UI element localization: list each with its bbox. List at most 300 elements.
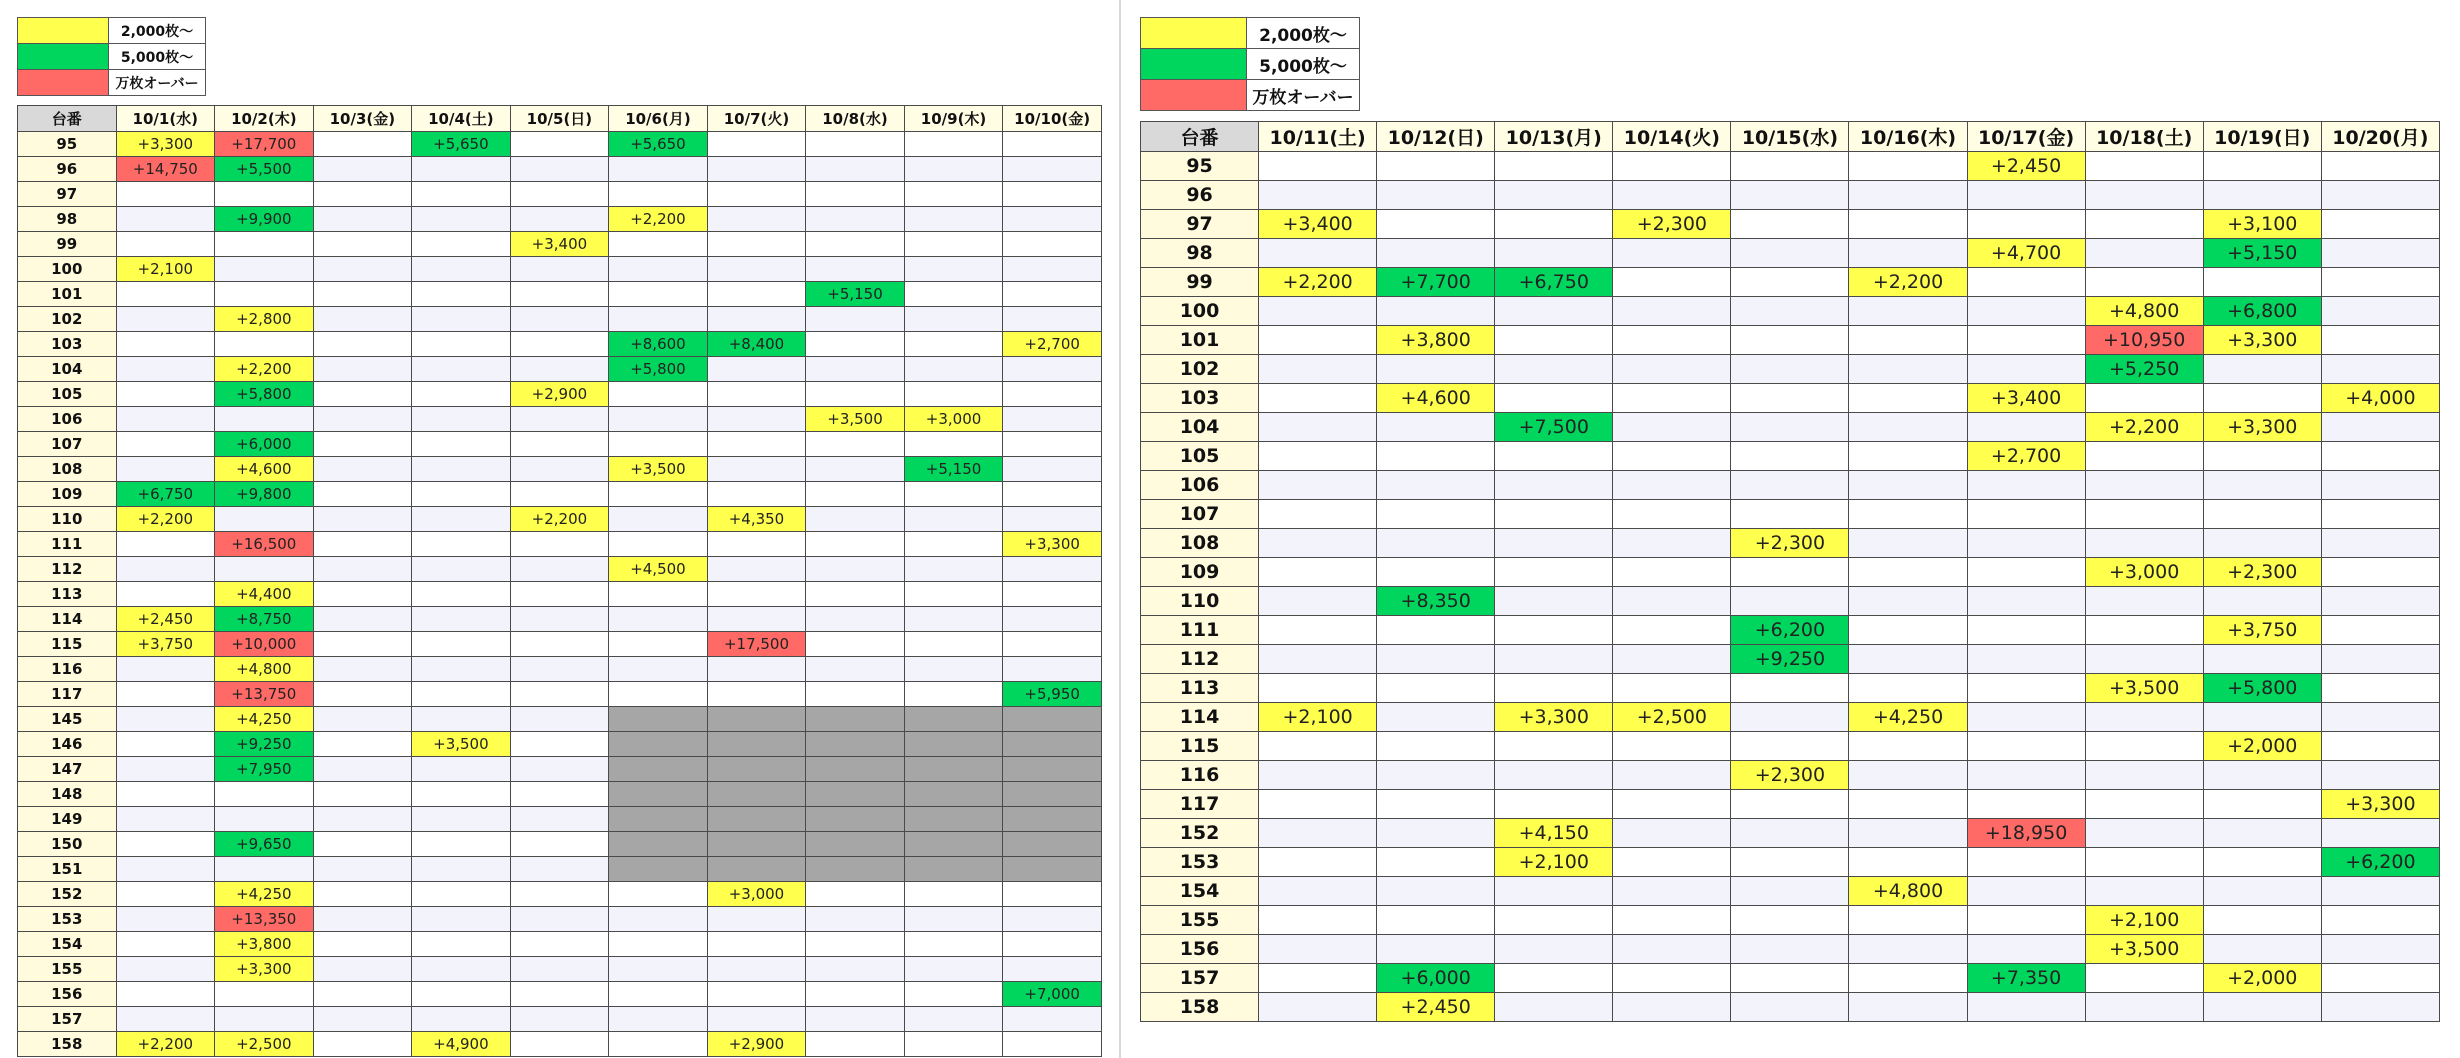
result-cell — [2321, 471, 2439, 500]
result-cell — [1003, 707, 1102, 732]
result-cell — [806, 707, 905, 732]
machine-number: 112 — [1141, 645, 1259, 674]
result-cell — [1731, 587, 1849, 616]
result-cell — [1377, 674, 1495, 703]
result-cell — [609, 182, 708, 207]
result-cell — [609, 832, 708, 857]
result-cell — [1495, 616, 1613, 645]
table-row — [1141, 819, 2440, 848]
result-cell: +6,200 — [2321, 848, 2439, 877]
result-cell: +6,000 — [1377, 964, 1495, 993]
result-cell — [510, 707, 609, 732]
result-cell — [1731, 268, 1849, 297]
result-cell — [1849, 616, 1967, 645]
result-cell — [2321, 413, 2439, 442]
result-cell — [412, 807, 511, 832]
result-cell — [806, 582, 905, 607]
result-cell — [412, 182, 511, 207]
result-cell — [1613, 152, 1731, 181]
machine-number: 95 — [18, 132, 117, 157]
date-header: 10/19(日) — [2203, 122, 2321, 152]
table-row — [1141, 152, 2440, 181]
result-cell — [707, 982, 806, 1007]
result-cell — [116, 457, 215, 482]
result-cell — [609, 682, 708, 707]
result-cell — [2085, 239, 2203, 268]
result-cell — [313, 557, 412, 582]
result-cell — [1003, 782, 1102, 807]
result-cell: +3,500 — [806, 407, 905, 432]
result-cell — [904, 232, 1003, 257]
result-cell — [1003, 757, 1102, 782]
result-cell — [510, 432, 609, 457]
result-cell — [412, 857, 511, 882]
result-cell — [1967, 761, 2085, 790]
result-cell — [1967, 906, 2085, 935]
result-cell — [412, 507, 511, 532]
result-cell — [609, 657, 708, 682]
legend-label: 2,000枚～ — [109, 18, 206, 44]
result-cell — [510, 732, 609, 757]
result-cell — [510, 607, 609, 632]
machine-number: 97 — [1141, 210, 1259, 239]
result-cell — [1731, 384, 1849, 413]
result-cell — [1849, 355, 1967, 384]
result-cell — [1613, 848, 1731, 877]
result-cell — [806, 457, 905, 482]
legend-swatch-red — [1141, 80, 1247, 111]
result-cell — [1377, 645, 1495, 674]
result-cell — [510, 832, 609, 857]
result-cell — [116, 332, 215, 357]
result-cell — [1967, 935, 2085, 964]
result-cell — [707, 682, 806, 707]
result-cell — [806, 332, 905, 357]
legend-row — [18, 44, 206, 70]
result-cell — [116, 182, 215, 207]
result-cell — [904, 857, 1003, 882]
machine-number: 116 — [1141, 761, 1259, 790]
result-cell — [1731, 210, 1849, 239]
result-cell — [707, 932, 806, 957]
result-cell — [1003, 882, 1102, 907]
result-cell — [1003, 1007, 1102, 1032]
result-cell — [1377, 790, 1495, 819]
result-cell — [412, 782, 511, 807]
machine-number: 147 — [18, 757, 117, 782]
machine-number: 101 — [18, 282, 117, 307]
result-cell: +3,300 — [215, 957, 314, 982]
result-cell — [806, 657, 905, 682]
result-cell — [1003, 182, 1102, 207]
result-cell — [904, 782, 1003, 807]
result-cell — [1003, 357, 1102, 382]
table-row — [18, 182, 1102, 207]
table-row — [1141, 442, 2440, 471]
result-cell — [1613, 587, 1731, 616]
result-cell — [412, 882, 511, 907]
result-cell: +9,250 — [1731, 645, 1849, 674]
result-cell: +8,400 — [707, 332, 806, 357]
result-cell — [116, 532, 215, 557]
result-cell — [1495, 906, 1613, 935]
result-cell — [707, 807, 806, 832]
machine-number: 99 — [1141, 268, 1259, 297]
result-cell — [2321, 529, 2439, 558]
result-cell — [609, 582, 708, 607]
result-cell — [2085, 529, 2203, 558]
result-cell — [609, 482, 708, 507]
result-cell — [2321, 703, 2439, 732]
table-row — [18, 732, 1102, 757]
result-cell — [215, 407, 314, 432]
result-cell: +2,200 — [215, 357, 314, 382]
result-cell — [1731, 906, 1849, 935]
legend-row — [1141, 80, 1360, 111]
result-cell — [313, 907, 412, 932]
result-cell — [1259, 152, 1377, 181]
result-cell — [904, 1007, 1003, 1032]
result-cell — [1967, 529, 2085, 558]
machine-number: 115 — [1141, 732, 1259, 761]
result-cell — [707, 857, 806, 882]
result-cell — [1849, 964, 1967, 993]
legend-swatch-red — [18, 70, 109, 96]
result-cell — [1495, 645, 1613, 674]
result-cell: +2,900 — [707, 1032, 806, 1057]
table-row — [1141, 587, 2440, 616]
result-cell — [806, 907, 905, 932]
machine-number: 158 — [1141, 993, 1259, 1022]
result-cell — [1967, 703, 2085, 732]
result-cell — [806, 382, 905, 407]
result-cell — [609, 307, 708, 332]
result-cell — [1613, 529, 1731, 558]
result-cell — [1003, 382, 1102, 407]
result-cell: +3,300 — [1495, 703, 1613, 732]
result-cell — [904, 132, 1003, 157]
date-header: 10/10(金) — [1003, 106, 1102, 132]
result-cell — [1731, 935, 1849, 964]
legend-swatch-yellow — [1141, 18, 1247, 49]
result-cell — [412, 207, 511, 232]
result-cell — [215, 182, 314, 207]
result-cell — [1003, 807, 1102, 832]
result-cell — [1377, 906, 1495, 935]
result-cell: +4,800 — [1849, 877, 1967, 906]
result-cell — [904, 632, 1003, 657]
result-cell: +3,500 — [609, 457, 708, 482]
result-cell: +5,650 — [609, 132, 708, 157]
result-cell: +8,750 — [215, 607, 314, 632]
result-cell — [2321, 442, 2439, 471]
result-cell — [609, 632, 708, 657]
result-cell — [1967, 355, 2085, 384]
result-cell: +16,500 — [215, 532, 314, 557]
result-cell — [806, 207, 905, 232]
result-cell — [1003, 157, 1102, 182]
result-cell — [609, 1007, 708, 1032]
result-cell — [116, 557, 215, 582]
result-cell — [2203, 500, 2321, 529]
result-cell — [1849, 935, 1967, 964]
result-cell: +2,100 — [1495, 848, 1613, 877]
result-cell — [510, 1032, 609, 1057]
result-cell — [1003, 132, 1102, 157]
result-cell — [1003, 282, 1102, 307]
result-cell: +7,000 — [1003, 982, 1102, 1007]
result-cell — [2321, 152, 2439, 181]
legend-row — [18, 18, 206, 44]
machine-number: 107 — [1141, 500, 1259, 529]
result-cell: +3,300 — [2203, 413, 2321, 442]
table-row — [18, 457, 1102, 482]
result-cell — [412, 682, 511, 707]
result-cell — [1377, 413, 1495, 442]
result-cell — [215, 782, 314, 807]
result-cell — [609, 407, 708, 432]
result-cell — [510, 957, 609, 982]
result-cell: +6,000 — [215, 432, 314, 457]
result-cell — [2085, 761, 2203, 790]
result-cell — [1613, 732, 1731, 761]
result-cell: +2,500 — [1613, 703, 1731, 732]
result-cell — [904, 832, 1003, 857]
result-cell — [1967, 645, 2085, 674]
table-row — [1141, 471, 2440, 500]
result-cell — [1259, 616, 1377, 645]
result-cell — [2203, 587, 2321, 616]
result-cell: +2,200 — [2085, 413, 2203, 442]
result-cell: +4,600 — [215, 457, 314, 482]
result-cell: +6,750 — [116, 482, 215, 507]
table-row — [1141, 703, 2440, 732]
result-cell — [1495, 210, 1613, 239]
result-cell — [116, 782, 215, 807]
table-row — [18, 632, 1102, 657]
table-row — [18, 132, 1102, 157]
result-cell — [806, 832, 905, 857]
date-header: 10/16(木) — [1849, 122, 1967, 152]
result-cell — [116, 582, 215, 607]
result-cell: +2,900 — [510, 382, 609, 407]
result-cell — [116, 232, 215, 257]
result-cell — [1003, 957, 1102, 982]
table-row — [1141, 210, 2440, 239]
result-cell — [2321, 587, 2439, 616]
result-cell — [904, 957, 1003, 982]
table-row — [18, 557, 1102, 582]
result-cell — [1613, 268, 1731, 297]
result-cell — [806, 157, 905, 182]
result-cell — [1259, 558, 1377, 587]
result-cell — [1613, 790, 1731, 819]
result-cell — [313, 757, 412, 782]
result-cell — [1259, 239, 1377, 268]
result-cell — [707, 732, 806, 757]
result-cell — [2085, 790, 2203, 819]
result-cell: +2,100 — [116, 257, 215, 282]
result-cell — [510, 782, 609, 807]
result-cell — [1377, 500, 1495, 529]
machine-number: 103 — [18, 332, 117, 357]
result-cell — [1259, 761, 1377, 790]
result-cell — [1967, 993, 2085, 1022]
result-cell — [707, 257, 806, 282]
legend-row — [1141, 49, 1360, 80]
table-row — [18, 657, 1102, 682]
legend-swatch-green — [18, 44, 109, 70]
result-cell — [609, 882, 708, 907]
result-cell — [116, 957, 215, 982]
result-cell — [313, 332, 412, 357]
result-cell — [1495, 384, 1613, 413]
result-cell — [1731, 181, 1849, 210]
result-cell: +3,500 — [2085, 935, 2203, 964]
legend — [1140, 17, 1360, 111]
result-cell: +5,150 — [806, 282, 905, 307]
result-cell — [412, 457, 511, 482]
table-row — [1141, 558, 2440, 587]
right-results-table — [1140, 121, 2440, 1022]
result-cell: +3,300 — [116, 132, 215, 157]
machine-number: 108 — [18, 457, 117, 482]
result-cell — [313, 157, 412, 182]
result-cell — [116, 832, 215, 857]
machine-number: 109 — [1141, 558, 1259, 587]
date-header: 10/14(火) — [1613, 122, 1731, 152]
result-cell — [1613, 355, 1731, 384]
result-cell — [1495, 761, 1613, 790]
table-row — [1141, 500, 2440, 529]
result-cell — [2085, 848, 2203, 877]
result-cell — [1259, 848, 1377, 877]
result-cell — [313, 957, 412, 982]
machine-number: 155 — [1141, 906, 1259, 935]
result-cell: +3,000 — [707, 882, 806, 907]
result-cell — [510, 257, 609, 282]
result-cell: +2,200 — [116, 1032, 215, 1057]
result-cell — [1259, 442, 1377, 471]
result-cell — [1613, 471, 1731, 500]
result-cell — [1613, 181, 1731, 210]
result-cell: +2,200 — [510, 507, 609, 532]
result-cell — [1613, 645, 1731, 674]
table-row — [1141, 413, 2440, 442]
result-cell — [1967, 268, 2085, 297]
result-cell — [1849, 529, 1967, 558]
result-cell — [1003, 557, 1102, 582]
result-cell — [1849, 181, 1967, 210]
result-cell — [904, 307, 1003, 332]
date-header: 10/20(月) — [2321, 122, 2439, 152]
result-cell: +5,800 — [215, 382, 314, 407]
machine-number: 157 — [18, 1007, 117, 1032]
result-cell — [904, 482, 1003, 507]
result-cell — [806, 432, 905, 457]
result-cell — [2321, 616, 2439, 645]
result-cell — [313, 1007, 412, 1032]
result-cell — [2203, 935, 2321, 964]
date-header: 10/7(火) — [707, 106, 806, 132]
result-cell — [2085, 877, 2203, 906]
result-cell — [1259, 355, 1377, 384]
table-row — [1141, 674, 2440, 703]
result-cell — [1259, 993, 1377, 1022]
result-cell — [313, 357, 412, 382]
result-cell — [609, 507, 708, 532]
result-cell — [1377, 239, 1495, 268]
result-cell — [1613, 819, 1731, 848]
result-cell — [1377, 355, 1495, 384]
result-cell — [904, 882, 1003, 907]
legend-swatch-yellow — [18, 18, 109, 44]
result-cell — [1731, 500, 1849, 529]
result-cell — [510, 532, 609, 557]
result-cell — [1003, 832, 1102, 857]
result-cell — [510, 207, 609, 232]
result-cell — [904, 507, 1003, 532]
result-cell: +2,300 — [1731, 529, 1849, 558]
result-cell — [609, 282, 708, 307]
result-cell — [2203, 529, 2321, 558]
result-cell — [313, 607, 412, 632]
result-cell — [806, 857, 905, 882]
result-cell — [2321, 935, 2439, 964]
result-cell — [2085, 587, 2203, 616]
result-cell — [609, 257, 708, 282]
result-cell — [510, 907, 609, 932]
result-cell — [1613, 964, 1731, 993]
result-cell — [904, 557, 1003, 582]
result-cell — [1967, 471, 2085, 500]
result-cell — [2321, 326, 2439, 355]
result-cell — [609, 957, 708, 982]
date-header: 10/3(金) — [313, 106, 412, 132]
result-cell — [2085, 152, 2203, 181]
legend-label: 万枚オーバー — [1247, 80, 1360, 111]
result-cell: +2,450 — [1967, 152, 2085, 181]
result-cell — [313, 682, 412, 707]
result-cell — [1849, 674, 1967, 703]
result-cell: +7,350 — [1967, 964, 2085, 993]
result-cell — [904, 157, 1003, 182]
table-row — [18, 307, 1102, 332]
result-cell — [1003, 907, 1102, 932]
date-header: 10/5(日) — [510, 106, 609, 132]
result-cell — [2321, 645, 2439, 674]
result-cell — [412, 607, 511, 632]
result-cell: +4,900 — [412, 1032, 511, 1057]
table-row — [18, 807, 1102, 832]
result-cell — [1849, 790, 1967, 819]
result-cell — [1731, 732, 1849, 761]
machine-number: 106 — [1141, 471, 1259, 500]
machine-number: 105 — [1141, 442, 1259, 471]
result-cell — [2321, 181, 2439, 210]
result-cell — [1377, 616, 1495, 645]
result-cell — [1731, 790, 1849, 819]
result-cell — [1003, 932, 1102, 957]
table-row — [1141, 993, 2440, 1022]
result-cell — [313, 407, 412, 432]
table-row — [18, 907, 1102, 932]
result-cell — [2085, 384, 2203, 413]
result-cell: +9,900 — [215, 207, 314, 232]
result-cell — [313, 382, 412, 407]
result-cell — [412, 557, 511, 582]
result-cell — [2321, 964, 2439, 993]
